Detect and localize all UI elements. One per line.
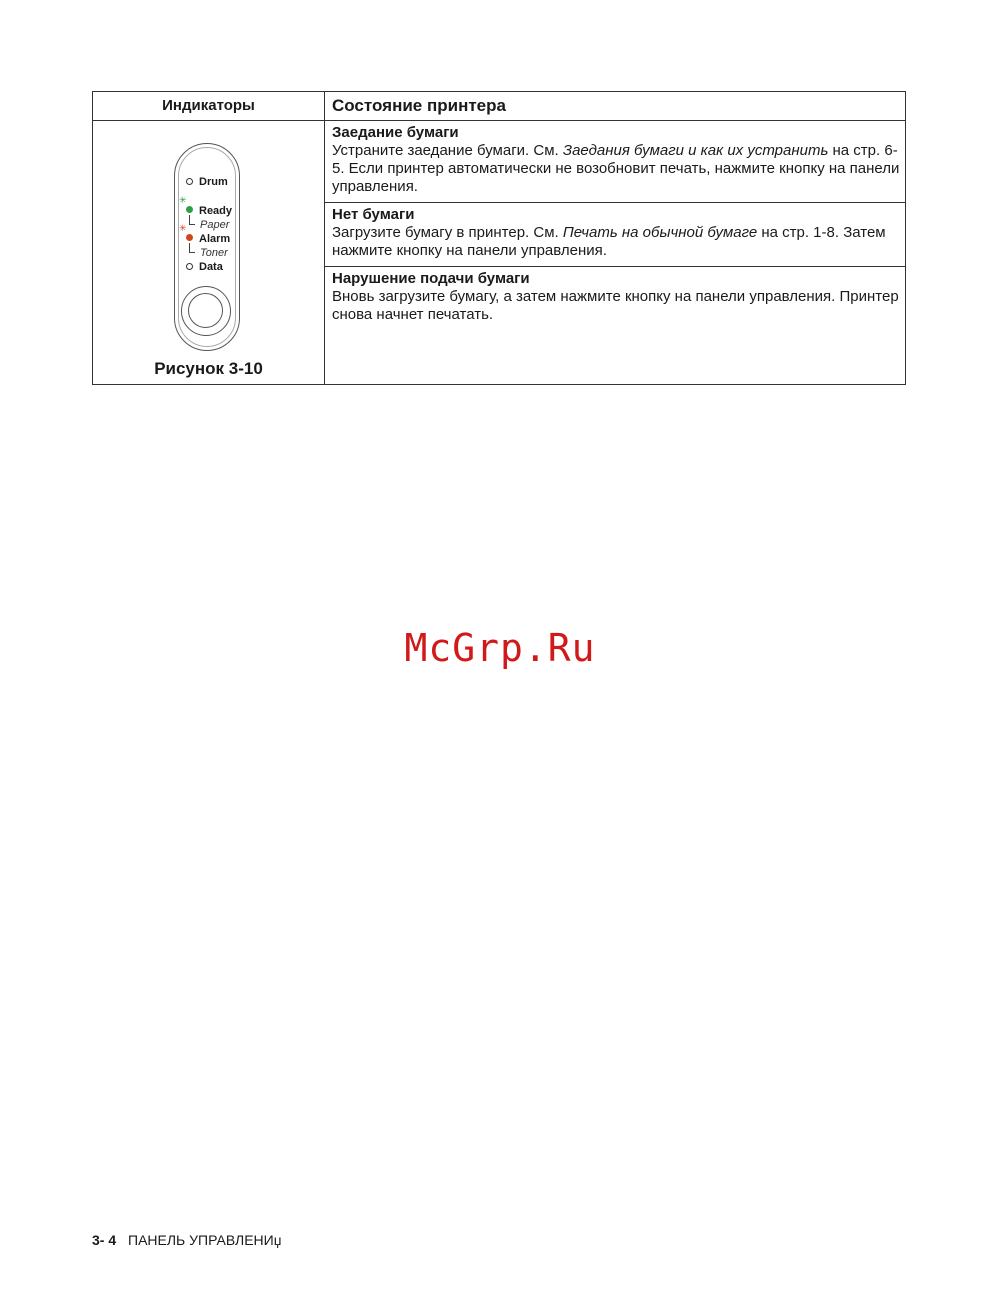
row-title: Заедание бумаги: [332, 124, 459, 141]
alarm-blink-icon: ✳: [179, 223, 187, 233]
section-title: ПАНЕЛЬ УПРАВЛЕНИџ: [128, 1232, 282, 1248]
go-button-icon: [181, 286, 231, 336]
ready-blink-icon: ✳: [179, 195, 187, 205]
alarm-led: [186, 234, 193, 241]
header-printer-status: Состояние принтера: [332, 96, 506, 115]
figure-caption: Рисунок 3-10: [154, 359, 263, 378]
page-number: 3- 4: [92, 1232, 117, 1248]
header-indicators: Индикаторы: [162, 97, 255, 114]
status-row: [332, 206, 902, 260]
toner-connector-h: [189, 252, 195, 253]
column-divider: [324, 92, 325, 384]
data-label: Data: [199, 261, 223, 273]
status-row: [332, 270, 902, 324]
page-footer: [92, 1231, 281, 1249]
watermark: McGrp.Ru: [404, 626, 596, 670]
go-button-inner: [188, 293, 223, 328]
header-divider: [93, 120, 905, 121]
data-led: [186, 263, 193, 270]
drum-label: Drum: [199, 176, 228, 188]
alarm-label: Alarm: [199, 233, 231, 245]
status-table: [92, 91, 906, 385]
ready-led: [186, 206, 193, 213]
status-row: [332, 124, 902, 196]
row-description: Вновь загрузите бумагу, а затем нажмите кнопку на панели управления. Принтер снова начнет печатать.: [332, 288, 899, 323]
row-description: Устраните заедание бумаги. См. Заедания бумаги и как их устранить на стр. 6-5. Если принтер автоматически не возобновит печать, нажмите кнопку на панели управления.: [332, 142, 900, 195]
row-divider: [324, 202, 905, 203]
row-divider: [324, 266, 905, 267]
paper-label: Paper: [200, 219, 230, 231]
row-description: Загрузите бумагу в принтер. См. Печать на обычной бумаге на стр. 1-8. Затем нажмите кнопку на панели управления.: [332, 224, 886, 259]
ready-label: Ready: [199, 205, 233, 217]
row-title: Нет бумаги: [332, 206, 415, 223]
paper-connector-h: [189, 224, 195, 225]
control-panel-illustration: [174, 143, 240, 351]
row-title: Нарушение подачи бумаги: [332, 270, 530, 287]
drum-led: [186, 178, 193, 185]
toner-label: Toner: [200, 247, 228, 259]
